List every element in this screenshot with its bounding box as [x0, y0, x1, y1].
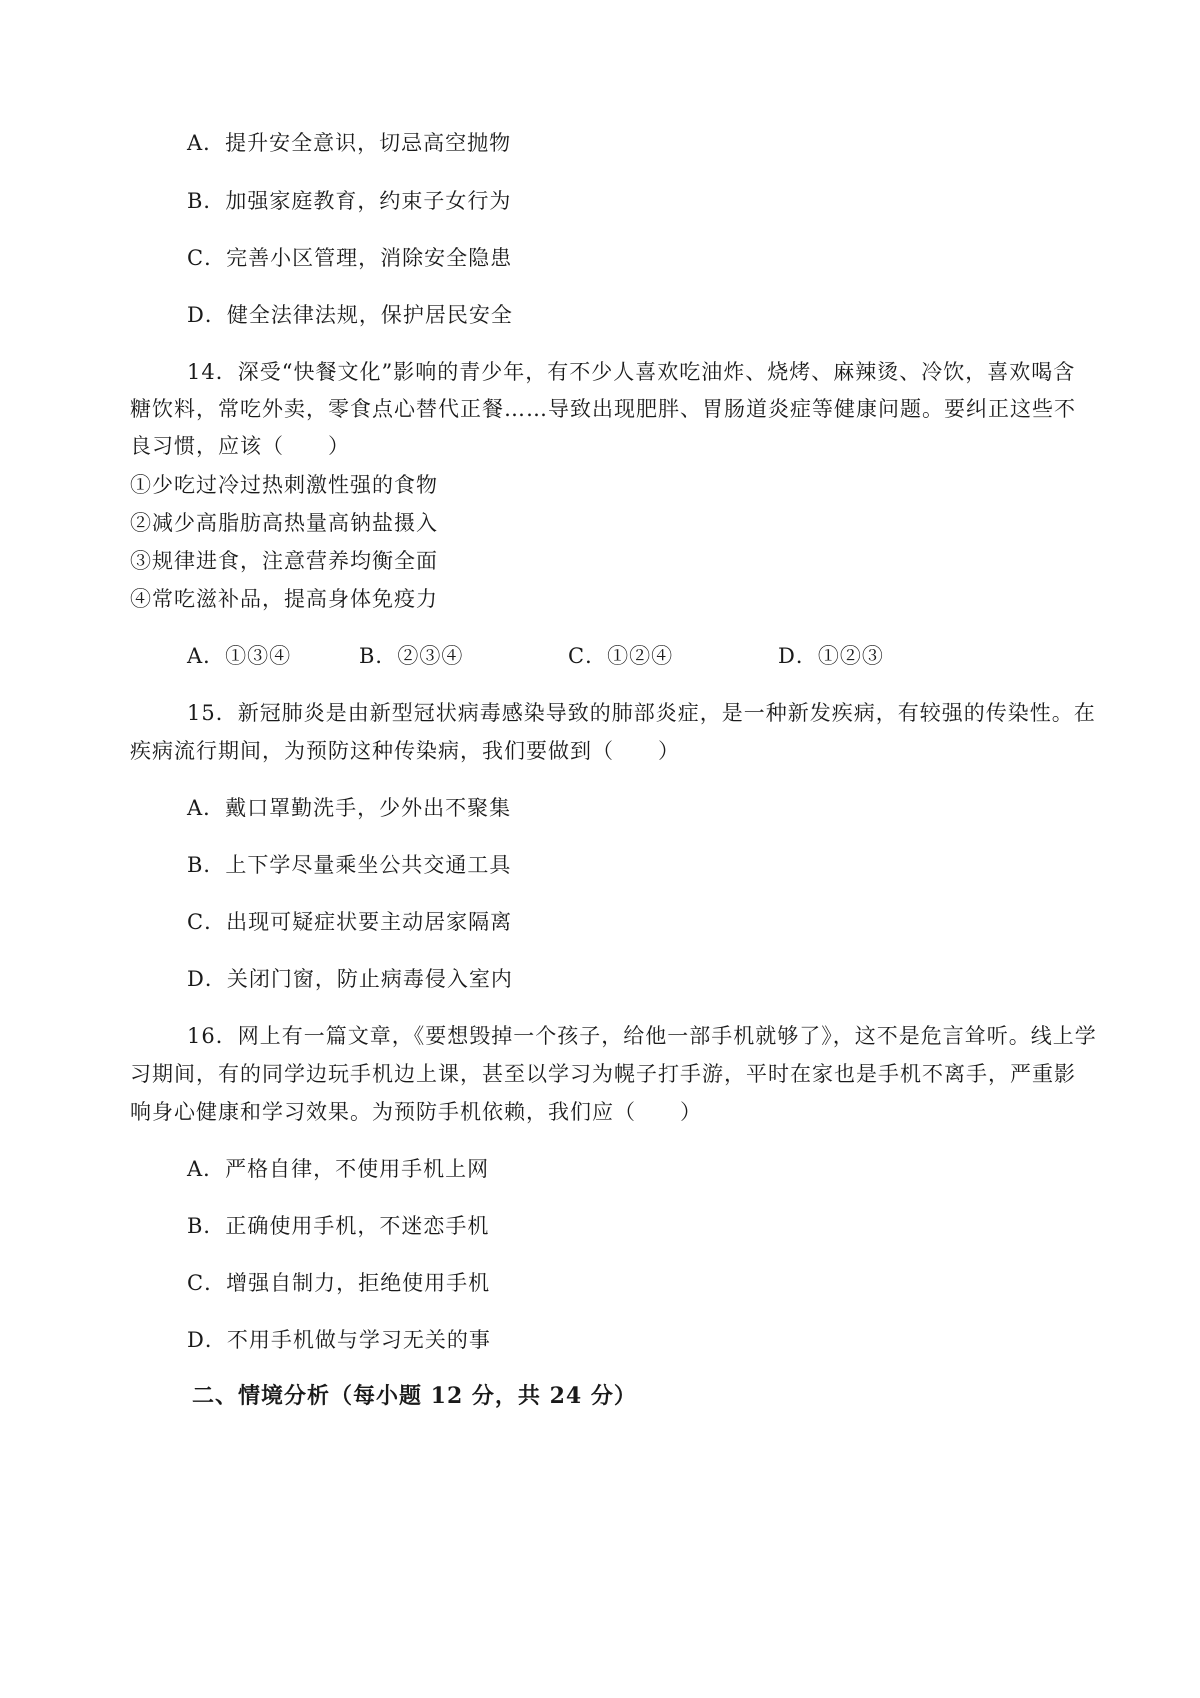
q14-stem-line-3: 良习惯，应该（ ）: [130, 434, 350, 458]
q14-stem-line-1: 14．深受“快餐文化”影响的青少年，有不少人喜欢吃油炸、烧烤、麻辣烫、冷饮，喜欢喝含: [187, 360, 1076, 384]
q15-option-d: D．关闭门窗，防止病毒侵入室内: [187, 967, 513, 991]
q16-stem-line-1: 16．网上有一篇文章，《要想毁掉一个孩子，给他一部手机就够了》，这不是危言耸听。线上学: [187, 1024, 1097, 1048]
q16-option-a: A．严格自律，不使用手机上网: [187, 1157, 490, 1181]
q15-option-b: B．上下学尽量乘坐公共交通工具: [187, 853, 512, 877]
q13-option-d: D．健全法律法规，保护居民安全: [187, 303, 513, 327]
q14-option-b: B．②③④: [359, 644, 464, 668]
q15-stem-line-2: 疾病流行期间，为预防这种传染病，我们要做到（ ）: [130, 739, 680, 763]
q14-stem-line-2: 糖饮料，常吃外卖，零食点心替代正餐……导致出现肥胖、胃肠道炎症等健康问题。要纠正这些不: [130, 397, 1076, 421]
q14-item-2: ②减少高脂肪高热量高钠盐摄入: [130, 511, 438, 535]
q14-item-3: ③规律进食，注意营养均衡全面: [130, 549, 438, 573]
q16-stem-line-2: 习期间，有的同学边玩手机边上课，甚至以学习为幌子打手游，平时在家也是手机不离手，严重影: [130, 1062, 1076, 1086]
section-heading: 二、情境分析（每小题 12 分，共 24 分）: [192, 1383, 637, 1409]
q15-stem-line-1: 15．新冠肺炎是由新型冠状病毒感染导致的肺部炎症，是一种新发疾病，有较强的传染性。在: [187, 701, 1096, 725]
q13-option-b: B．加强家庭教育，约束子女行为: [187, 189, 512, 213]
q13-option-c: C．完善小区管理，消除安全隐患: [187, 246, 513, 270]
q14-option-d: D．①②③: [778, 644, 884, 668]
q16-stem-line-3: 响身心健康和学习效果。为预防手机依赖，我们应（ ）: [130, 1100, 702, 1124]
q14-option-c: C．①②④: [568, 644, 674, 668]
q16-option-c: C．增强自制力，拒绝使用手机: [187, 1271, 491, 1295]
q14-item-4: ④常吃滋补品，提高身体免疫力: [130, 587, 438, 611]
q15-option-a: A．戴口罩勤洗手，少外出不聚集: [187, 796, 512, 820]
q15-option-c: C．出现可疑症状要主动居家隔离: [187, 910, 513, 934]
q16-option-b: B．正确使用手机，不迷恋手机: [187, 1214, 490, 1238]
q13-option-a: A．提升安全意识，切忌高空抛物: [187, 131, 512, 155]
q14-option-a: A．①③④: [187, 644, 292, 668]
q16-option-d: D．不用手机做与学习无关的事: [187, 1328, 491, 1352]
q14-item-1: ①少吃过冷过热刺激性强的食物: [130, 473, 438, 497]
